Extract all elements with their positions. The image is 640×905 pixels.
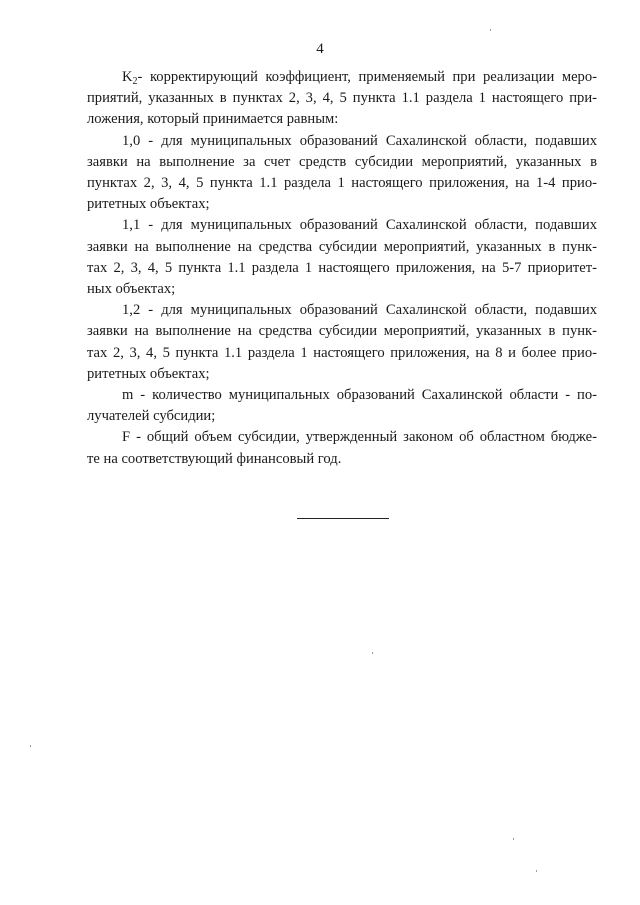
variable-symbol: K (122, 69, 133, 85)
paragraph-coefficient-1-1 (87, 215, 597, 300)
text-line (87, 67, 597, 88)
end-separator-line (297, 518, 389, 519)
paragraph-variable-m (87, 385, 597, 427)
paragraph-coefficient-1-2 (87, 300, 597, 385)
text-line: 1,1 - для муниципальных образований Сахалинской области, подавших (122, 217, 597, 234)
text-line: m - количество муниципальных образований Сахалинской области - по- (122, 387, 597, 404)
text-line: 1,2 - для муниципальных образований Сахалинской области, подавших (122, 302, 597, 319)
page-number: 4 (316, 41, 324, 57)
text-line: тах 2, 3, 4, 5 пункта 1.1 раздела 1 настоящего приложения, на 5-7 приоритет- (87, 259, 597, 276)
text-line: те на соответствующий финансовый год. (87, 450, 342, 467)
text-line: заявки на выполнение на средства субсидии мероприятий, указанных в пунк- (87, 238, 597, 255)
text-line: тах 2, 3, 4, 5 пункта 1.1 раздела 1 настоящего приложения, на 8 и более прио- (87, 344, 597, 361)
paragraph-coefficient-1-0 (87, 131, 597, 216)
scan-speck (30, 745, 31, 747)
document-body (87, 67, 597, 470)
paragraph-k2-definition (87, 67, 597, 131)
scan-speck (490, 29, 491, 31)
text-line: ложения, который принимается равным: (87, 111, 339, 128)
text-line: заявки на выполнение за счет средств субсидии мероприятий, указанных в (87, 153, 597, 170)
scan-speck (536, 870, 537, 872)
text-line: ритетных объектах; (87, 196, 210, 213)
text-line: ных объектах; (87, 281, 176, 298)
paragraph-variable-f (87, 427, 597, 469)
variable-subscript: 2 (132, 76, 138, 87)
text-line: приятий, указанных в пунктах 2, 3, 4, 5 пункта 1.1 раздела 1 настоящего при- (87, 90, 597, 107)
text-line: F - общий объем субсидии, утвержденный законом об областном бюдже- (122, 429, 597, 446)
text-line: ритетных объектах; (87, 365, 210, 382)
text-line: 1,0 - для муниципальных образований Сахалинской области, подавших (122, 132, 597, 149)
scan-speck (513, 838, 514, 840)
scan-speck (372, 652, 373, 654)
line-text: - корректирующий коэффициент, применяемый при реализации меро- (137, 69, 597, 85)
text-line: заявки на выполнение на средства субсидии мероприятий, указанных в пунк- (87, 323, 597, 340)
text-line: пунктах 2, 3, 4, 5 пункта 1.1 раздела 1 настоящего приложения, на 1-4 прио- (87, 175, 597, 192)
text-line: лучателей субсидии; (87, 408, 216, 425)
